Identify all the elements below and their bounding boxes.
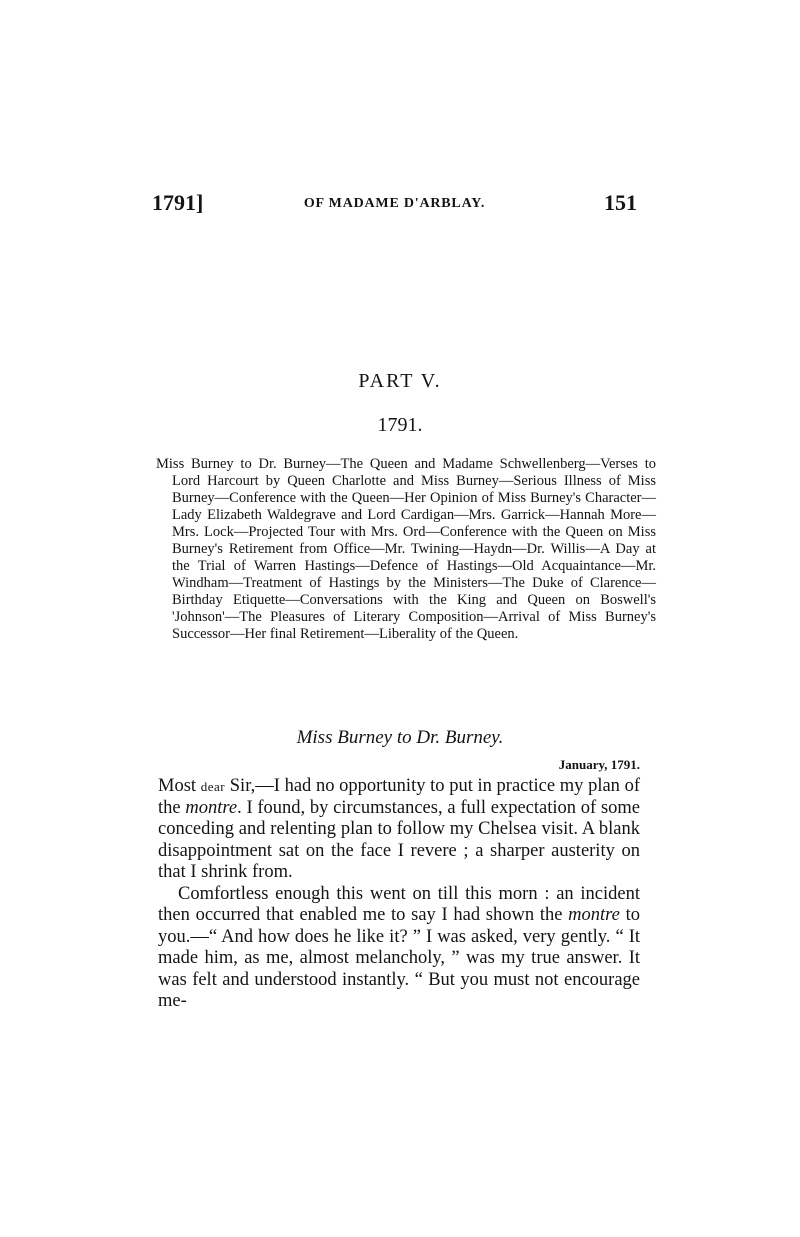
letter-date: January, 1791. [558,757,640,772]
paragraph-1-italic: montre [185,797,238,818]
salutation-dear: dear [200,779,226,794]
page-number: 151 [604,190,637,215]
paragraph-2 [158,884,640,1013]
header-title: OF MADAME D'ARBLAY. [303,196,486,211]
paragraph-2-italic: montre [568,905,620,925]
part-title: PART V. [358,370,442,392]
paragraph-2-text-a: Comfortless enough this went on till this morn : an incident then occurred that enabled me to say I had shown the [158,883,640,925]
salutation-most: Most [158,776,197,796]
letter-body [158,776,640,1013]
paragraph-2-text-c: to you.—“ And how does he like it? ” I was asked, very gently. “ It made him, as me, almost melancholy, ” was my true answer. It was felt and understood instantly. “ But you must not encourage me- [158,905,640,1011]
running-header [152,190,637,222]
paragraph-1 [158,776,640,884]
chapter-summary: Miss Burney to Dr. Burney—The Queen and Madame Schwellenberg—Verses to Lord Harcourt by Queen Charlotte and Miss Burney—Serious Illness of Miss Burney—Conference with the Queen—Her Opinion of Miss Burney's Character—Lady Elizabeth Waldegrave and Lord Cardigan—Mrs. Garrick—Hannah More—Mrs. Lock—Projected Tour with Mrs. Ord—Conference with the Queen on Miss Burney's Retirement from Office—Mr. Twining—Haydn—Dr. Willis—A Day at the Trial of Warren Hastings—Defence of Hastings—Old Acquaintance—Mr. Windham—Treatment of Hastings by the Ministers—The Duke of Clarence—Birthday Etiquette—Conversations with the King and Queen on Boswell's 'Johnson'—The Pleasures of Literary Composition—Arrival of Miss Burney's Successor—Her final Retirement—Liberality of the Queen. [156,456,656,642]
paragraph-1-text-c: . I found, by circumstances, a full expectation of some conceding and relenting plan to follow my Chelsea visit. A blank disappointment sat on the face I revere ; a sharper austerity on that I shrink from. [158,797,640,882]
salutation-sir: Sir, [229,776,256,796]
letter-heading: Miss Burney to Dr. Burney. [296,727,504,748]
header-year: 1791] [152,190,204,215]
part-year: 1791. [377,414,423,436]
paragraph-1-text-a: —I had no opportunity to put in practice my plan of the [158,776,641,818]
